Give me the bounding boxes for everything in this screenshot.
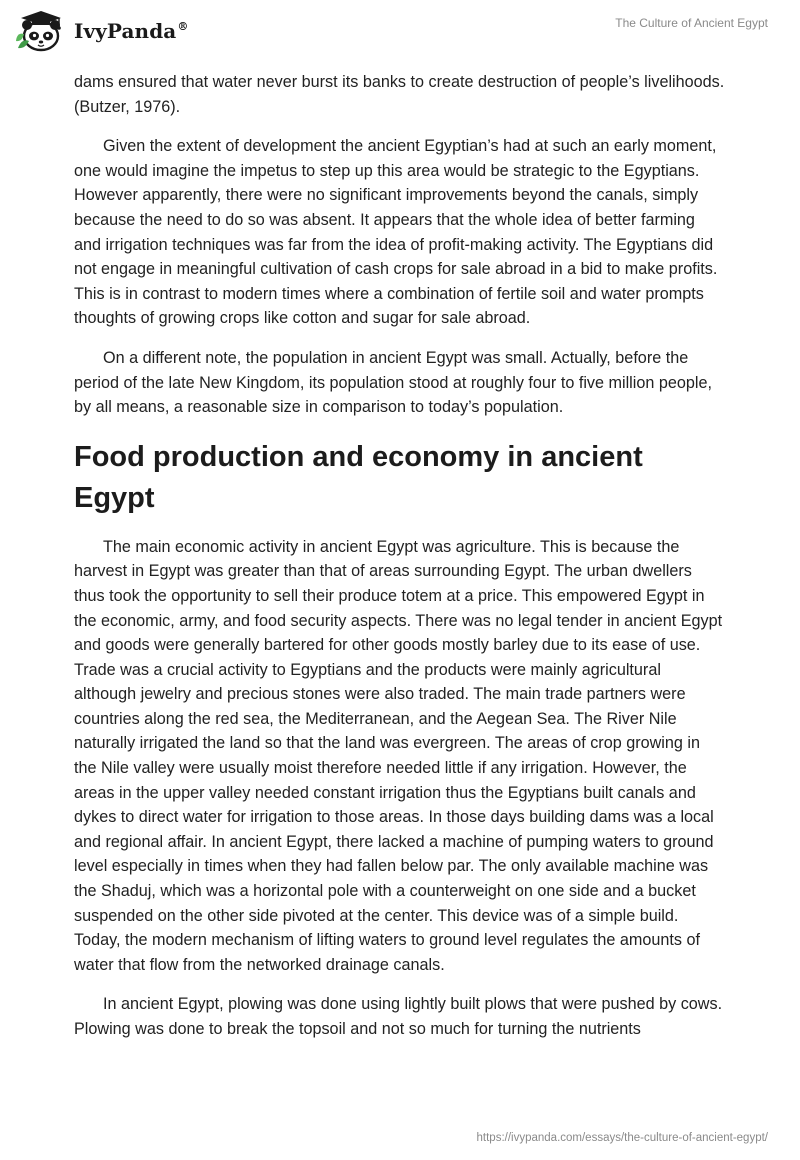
paragraph-3: On a different note, the population in ancient Egypt was small. Actually, before the period of the late New Kingdom, its population stood at roughly four to five million people, by all means, a reasonable size in comparison to today’s population. bbox=[74, 348, 712, 417]
ivypanda-logo[interactable] bbox=[14, 8, 188, 54]
logo-text: IvyPanda® bbox=[74, 19, 189, 43]
essay-content bbox=[74, 70, 726, 1057]
document-title: The Culture of Ancient Egypt bbox=[615, 16, 768, 30]
paragraph-5: In ancient Egypt, plowing was done using lightly built plows that were pushed by cows. Plowing was done to break the topsoil and not so much for turning the nutrients bbox=[74, 995, 723, 1038]
section-heading: Food production and economy in ancient Egypt bbox=[74, 440, 643, 514]
paragraph-1: dams ensured that water never burst its banks to create destruction of people’s livelihoods. (Butzer, 1976). bbox=[74, 73, 725, 116]
page-header bbox=[0, 0, 800, 64]
ivypanda-logo-icon bbox=[14, 8, 72, 54]
paragraph-4: The main economic activity in ancient Egypt was agriculture. This is because the harvest in Egypt was greater than that of areas surrounding Egypt. The urban dwellers thus took the opportunity to sell their produce totem at a price. This empowered Egypt in the economic, army, and food security aspects. There was no legal tender in ancient Egypt and goods were generally bartered for other goods mostly barley due to its ease of use. Trade was a crucial activity to Egyptians and the products were mainly agricultural although jewelry and precious stones were also traded. The main trade partners were countries along the red sea, the Mediterranean, and the Aegean Sea. The River Nile naturally irrigated the land so that the land was evergreen. The areas of crop growing in the Nile valley were usually moist therefore needed little if any irrigation. However, the areas in the upper valley needed constant irrigation thus the Egyptians built canals and dykes to direct water for irrigation to those areas. In those days building dams was a local and regional affair. In ancient Egypt, there lacked a machine of pumping waters to ground level especially in times when they had fallen below par. The only available machine was the Shaduj, which was a horizontal pole with a counterweight on one side and a bucket suspended on the other side pivoted at the center. This device was of a simple build. Today, the modern mechanism of lifting waters to ground level regulates the amounts of water that flow from the networked drainage canals. bbox=[74, 537, 723, 974]
registered-mark: ® bbox=[177, 20, 189, 34]
paragraph-2: Given the extent of development the ancient Egyptian’s had at such an early moment, one would imagine the impetus to step up this area would be strategic to the Egyptians. However apparently, there were no significant improvements beyond the canals, simply because the need to do so was absent. It appears that the whole idea of better farming and irrigation techniques was far from the idea of profit-making activity. The Egyptians did not engage in meaningful cultivation of cash crops for sale abroad in a bid to make profits. This is in contrast to modern times where a combination of fertile soil and water prompts thoughts of growing crops like cotton and sugar for sale abroad. bbox=[74, 137, 718, 328]
footer-url-link[interactable]: https://ivypanda.com/essays/the-culture-of-ancient-egypt/ bbox=[476, 1132, 768, 1144]
